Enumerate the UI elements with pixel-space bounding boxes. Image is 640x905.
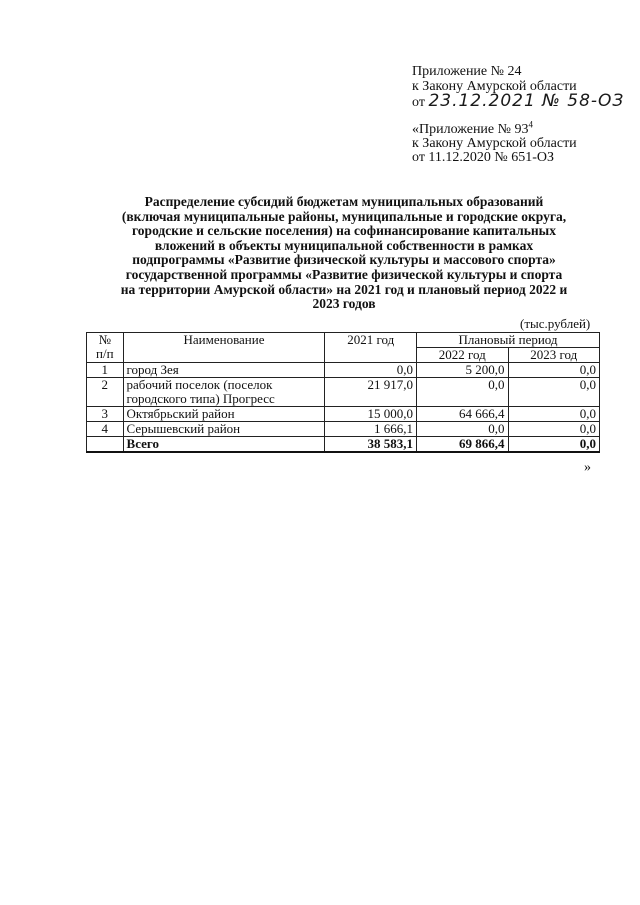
- total-2023: 0,0: [508, 437, 599, 453]
- document-title: Распределение субсидий бюджетам муниципальных образований (включая муниципальные районы, муниципальные и городские округа, городские и сельские поселения) на софинансирование капитальных вложений в объекты муниципальной собственности в рамках подпрограммы «Развитие физической культуры и массового спорта» государственной программы «Развитие физической культуры и спорта на территории Амурской области» на 2021 год и плановый период 2022 и 2023 годов: [120, 194, 568, 312]
- handwritten-date: 23.12.2021 № 58-ОЗ: [428, 91, 625, 111]
- table-row: 3 Октябрьский район 15 000,0 64 666,4 0,0: [87, 407, 600, 422]
- table-row: 2 рабочий поселок (поселок городского типа) Прогресс 21 917,0 0,0 0,0: [87, 378, 600, 407]
- appendix-header: [412, 64, 624, 110]
- previous-appendix: [412, 119, 577, 165]
- previous-appendix-date: от 11.12.2020 № 651-ОЗ: [412, 150, 555, 165]
- header-name: Наименование: [123, 333, 325, 363]
- total-label: Всего: [123, 437, 325, 453]
- total-2022: 69 866,4: [417, 437, 509, 453]
- appendix-date-prefix: от: [412, 95, 425, 110]
- appendix-superscript: 4: [528, 119, 533, 130]
- table-total-row: [87, 437, 600, 453]
- header-2022: 2022 год: [417, 348, 509, 363]
- closing-quote: »: [584, 460, 591, 475]
- previous-appendix-law: к Закону Амурской области: [412, 136, 577, 151]
- appendix-law: к Закону Амурской области: [412, 79, 577, 94]
- header-2021: 2021 год: [325, 333, 417, 363]
- previous-appendix-number: «Приложение № $93^4$: [412, 119, 533, 137]
- header-planned-period: Плановый период: [417, 333, 600, 348]
- table-row: 1 город Зея 0,0 5 200,0 0,0: [87, 363, 600, 378]
- table-header-row: [87, 333, 600, 348]
- units-label: (тыс.рублей): [520, 316, 591, 331]
- total-2021: 38 583,1: [325, 437, 417, 453]
- header-2023: 2023 год: [508, 348, 599, 363]
- header-number: № п/п: [87, 333, 124, 363]
- table-row: 4 Серышевский район 1 666,1 0,0 0,0: [87, 422, 600, 437]
- appendix-number: Приложение № 24: [412, 64, 522, 79]
- appendix-date-line: [412, 91, 625, 111]
- subsidy-table: [86, 332, 600, 453]
